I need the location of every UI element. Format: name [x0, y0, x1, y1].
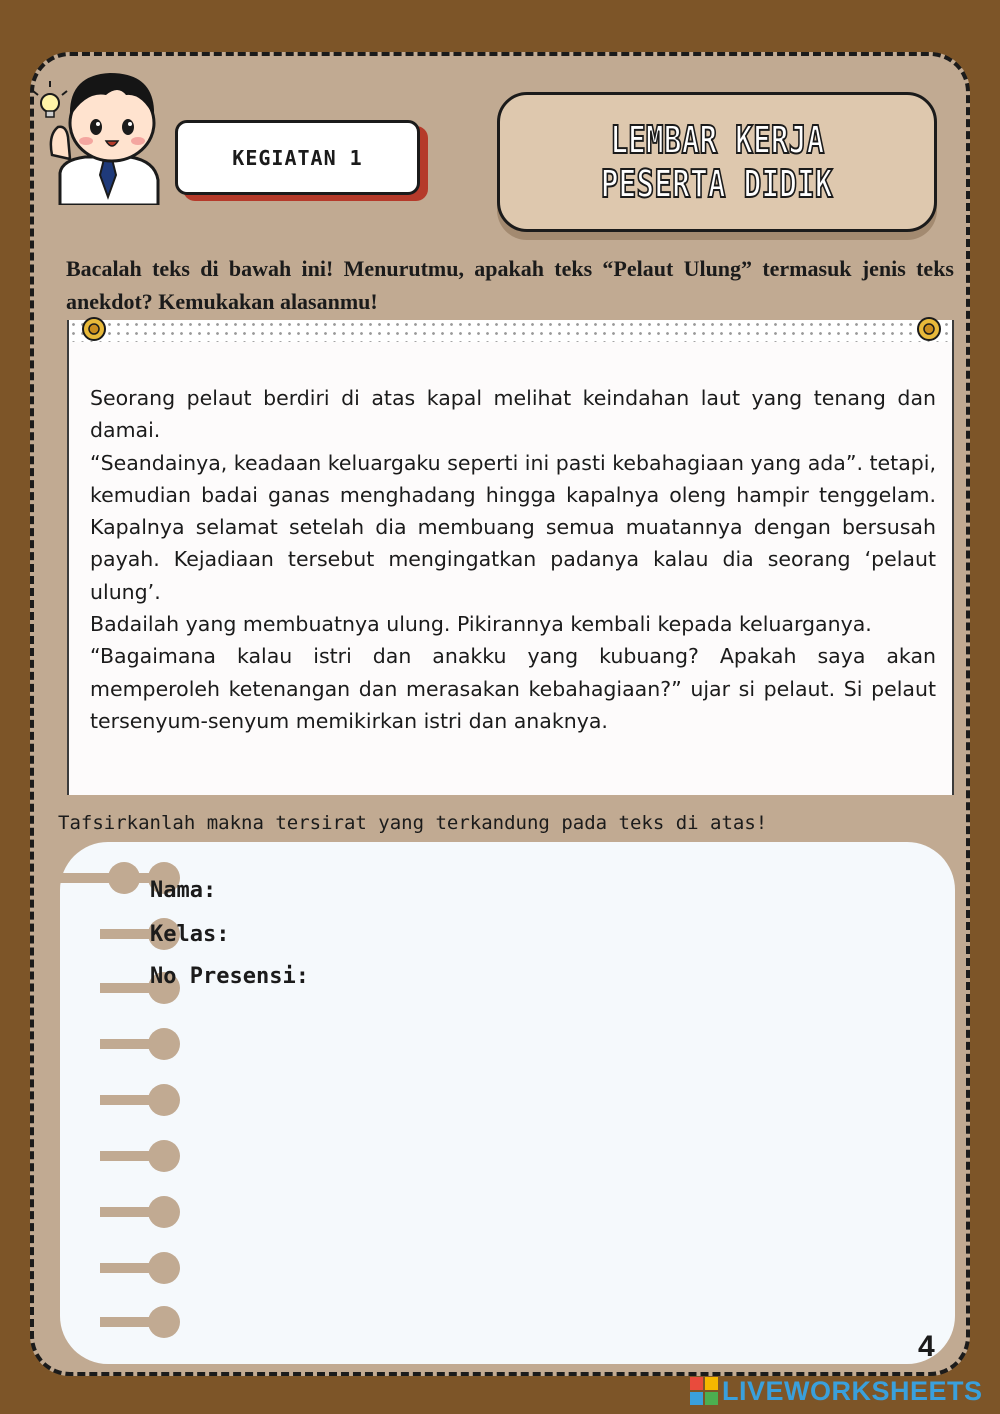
liveworksheets-watermark	[690, 1374, 983, 1408]
liveworksheets-logo-icon	[690, 1377, 718, 1405]
notebook-ring-icon	[100, 1084, 180, 1116]
notebook-ring-icon	[100, 1140, 180, 1172]
story-text	[90, 382, 936, 737]
answer-notebook[interactable]	[60, 842, 955, 1364]
story-paragraph: Badailah yang membuatnya ulung. Pikirannya kembali kepada keluarganya.	[90, 612, 872, 637]
worksheet-title-line-1: LEMBAR KERJA	[609, 118, 825, 162]
student-mascot-illustration	[30, 55, 170, 205]
watermark-text: LIVEWORKSHEETS	[722, 1375, 983, 1406]
reading-instruction: Bacalah teks di bawah ini! Menurutmu, apakah teks “Pelaut Ulung” termasuk jenis teks anekdot? Kemukakan alasanmu!	[66, 256, 954, 314]
worksheet-title-line-2: PESERTA DIDIK	[600, 162, 833, 206]
notebook-ring-icon	[100, 1196, 180, 1228]
worksheet-title-box	[497, 92, 937, 232]
pin-icon	[81, 316, 107, 342]
name-field-label: Nama:	[150, 878, 217, 903]
notebook-ring-icon	[100, 1306, 180, 1338]
activity-label: KEGIATAN 1	[232, 145, 363, 170]
attendance-number-field-label: No Presensi:	[150, 964, 309, 989]
pin-icon	[916, 316, 942, 342]
story-paragraph: “Seandainya, keadaan keluargaku seperti ini pasti kebahagiaan yang ada”. tetapi, kemudian badai ganas menghadang hingga kapalnya oleng hampir tenggelam. Kapalnya selamat setelah dia membuang semua muatannya dengan bersusah payah. Kejadiaan tersebut mengingatkan padanya kalau dia seorang ‘pelaut ulung’.	[90, 450, 936, 604]
activity-label-box	[175, 120, 420, 195]
notebook-ring-icon	[60, 862, 140, 894]
notebook-ring-icon	[100, 1252, 180, 1284]
story-text-panel	[67, 320, 954, 795]
class-field-label: Kelas:	[150, 922, 230, 947]
notebook-ring-icon	[100, 1028, 180, 1060]
question-prompt: Tafsirkanlah makna tersirat yang terkandung pada teks di atas!	[58, 812, 768, 834]
story-paragraph: “Bagaimana kalau istri dan anakku yang kubuang? Apakah saya akan memperoleh ketenangan dan merasakan kebahagiaan?” ujar si pelaut. Si pelaut tersenyum-senyum memikirkan istri dan anaknya.	[90, 644, 936, 733]
dotted-header-strip	[69, 320, 952, 342]
story-paragraph: Seorang pelaut berdiri di atas kapal melihat keindahan laut yang tenang dan damai.	[90, 386, 936, 443]
page-number: 4	[918, 1330, 935, 1363]
